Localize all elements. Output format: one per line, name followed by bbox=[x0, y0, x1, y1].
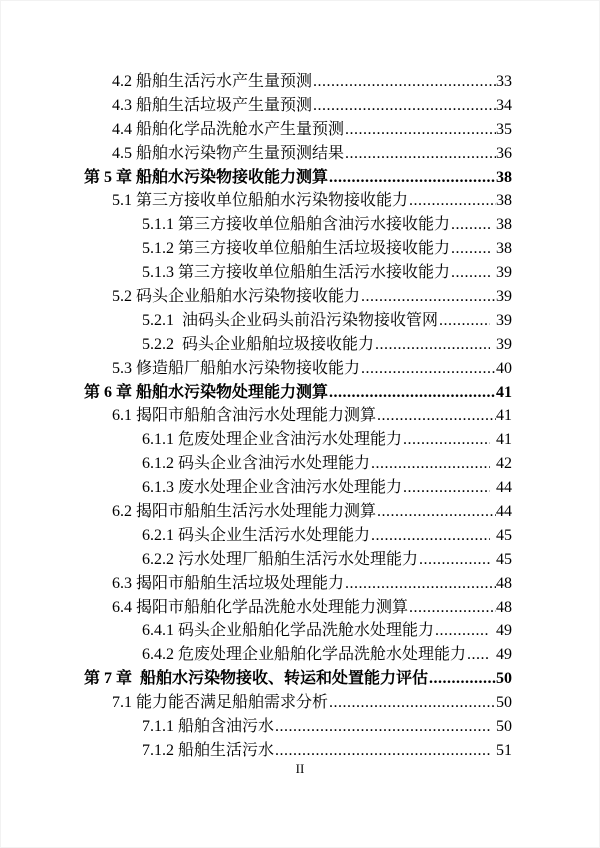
toc-entry-label: 4.3 船舶生活垃圾产生量预测 bbox=[112, 96, 313, 114]
toc-entry-label: 6.1.1 危废处理企业含油污水处理能力 bbox=[142, 431, 403, 449]
dot-leader bbox=[329, 166, 496, 190]
dot-leader bbox=[345, 142, 496, 166]
toc-entry[interactable] bbox=[84, 476, 512, 500]
toc-entry-page: 38 bbox=[496, 192, 512, 210]
dot-leader bbox=[275, 715, 490, 739]
toc-entry[interactable] bbox=[84, 309, 512, 333]
toc-entry-page: 44 bbox=[496, 503, 512, 521]
dot-leader bbox=[377, 404, 496, 428]
toc-entry-label: 4.4 船舶化学品洗舱水产生量预测 bbox=[112, 120, 345, 138]
toc-entry[interactable] bbox=[84, 548, 512, 572]
toc-entry-page: 51 bbox=[496, 741, 512, 759]
toc-entry-label: 5.2 码头企业船舶水污染物接收能力 bbox=[112, 288, 361, 306]
toc-entry-page: 50 bbox=[496, 694, 512, 712]
toc-entry[interactable] bbox=[84, 94, 512, 118]
toc-entry-label: 5.2.2 码头企业船舶垃圾接收能力 bbox=[142, 335, 375, 353]
toc-entry[interactable] bbox=[84, 261, 512, 285]
toc-entry-label: 6.2.2 污水处理厂船舶生活污水处理能力 bbox=[142, 550, 419, 568]
dot-leader bbox=[377, 500, 496, 524]
toc-entry[interactable] bbox=[84, 213, 512, 237]
toc-entry-label: 6.1.2 码头企业含油污水处理能力 bbox=[142, 455, 371, 473]
toc-entry-label: 5.1.3 第三方接收单位船舶生活污水接收能力 bbox=[142, 264, 451, 282]
toc-entry-label: 6.1 揭阳市船舶含油污水处理能力测算 bbox=[112, 407, 377, 425]
toc-entry-page: 39 bbox=[496, 288, 512, 306]
toc-entry[interactable] bbox=[84, 715, 512, 739]
dot-leader bbox=[403, 476, 490, 500]
toc-entry-label: 第 7 章 船舶水污染物接收、转运和处置能力评估 bbox=[84, 670, 429, 688]
toc-entry-label: 6.2.1 码头企业生活污水处理能力 bbox=[142, 526, 371, 544]
dot-leader bbox=[419, 548, 490, 572]
toc-entry-label: 第 6 章 船舶水污染物处理能力测算 bbox=[84, 383, 329, 401]
toc-entry-label: 5.1.1 第三方接收单位船舶含油污水接收能力 bbox=[142, 216, 451, 234]
toc-entry-page: 36 bbox=[496, 144, 512, 162]
dot-leader bbox=[451, 261, 490, 285]
toc-entry-page: 39 bbox=[496, 311, 512, 329]
toc-entry[interactable] bbox=[84, 452, 512, 476]
toc-entry-label: 5.3 修造船厂船舶水污染物接收能力 bbox=[112, 359, 361, 377]
toc-entry[interactable] bbox=[84, 70, 512, 94]
dot-leader bbox=[467, 643, 490, 667]
dot-leader bbox=[361, 357, 496, 381]
toc-entry-label: 5.2.1 油码头企业码头前沿污染物接收管网 bbox=[142, 311, 439, 329]
toc-entry[interactable] bbox=[84, 189, 512, 213]
dot-leader bbox=[439, 309, 490, 333]
toc-entry-label: 7.1.2 船舶生活污水 bbox=[142, 741, 275, 759]
toc-entry-page: 38 bbox=[496, 240, 512, 258]
toc-entry-page: 41 bbox=[496, 383, 512, 401]
toc-entry-page: 44 bbox=[496, 479, 512, 497]
toc-entry-page: 39 bbox=[496, 335, 512, 353]
toc-entry[interactable] bbox=[84, 524, 512, 548]
dot-leader bbox=[451, 237, 490, 261]
dot-leader bbox=[429, 667, 496, 691]
dot-leader bbox=[329, 691, 496, 715]
toc-entry[interactable] bbox=[84, 237, 512, 261]
toc-entry-page: 38 bbox=[496, 216, 512, 234]
toc-entry[interactable] bbox=[84, 691, 512, 715]
toc-entry-page: 38 bbox=[496, 168, 512, 186]
toc-entry-label: 5.1.2 第三方接收单位船舶生活垃圾接收能力 bbox=[142, 240, 451, 258]
toc-entry-page: 35 bbox=[496, 120, 512, 138]
toc-entry[interactable] bbox=[84, 500, 512, 524]
toc-entry[interactable] bbox=[84, 166, 512, 190]
toc-list bbox=[84, 70, 512, 763]
toc-entry-label: 6.1.3 废水处理企业含油污水处理能力 bbox=[142, 479, 403, 497]
toc-entry-page: 41 bbox=[496, 431, 512, 449]
dot-leader bbox=[313, 94, 496, 118]
toc-entry-page: 45 bbox=[496, 526, 512, 544]
toc-entry-label: 第 5 章 船舶水污染物接收能力测算 bbox=[84, 168, 329, 186]
toc-entry[interactable] bbox=[84, 667, 512, 691]
toc-entry[interactable] bbox=[84, 643, 512, 667]
toc-entry-page: 33 bbox=[496, 73, 512, 90]
dot-leader bbox=[409, 189, 496, 213]
dot-leader bbox=[371, 524, 490, 548]
toc-entry[interactable] bbox=[84, 428, 512, 452]
toc-entry[interactable] bbox=[84, 404, 512, 428]
toc-entry-label: 6.4.2 危废处理企业船舶化学品洗舱水处理能力 bbox=[142, 646, 467, 664]
toc-entry[interactable] bbox=[84, 285, 512, 309]
toc-entry-page: 34 bbox=[496, 96, 512, 114]
toc-entry-page: 50 bbox=[496, 670, 512, 688]
dot-leader bbox=[329, 381, 496, 405]
dot-leader bbox=[361, 285, 496, 309]
toc-entry[interactable] bbox=[84, 118, 512, 142]
toc-entry[interactable] bbox=[84, 142, 512, 166]
toc-entry-page: 42 bbox=[496, 455, 512, 473]
toc-entry-label: 4.5 船舶水污染物产生量预测结果 bbox=[112, 144, 345, 162]
dot-leader bbox=[275, 739, 490, 763]
toc-entry-label: 6.2 揭阳市船舶生活污水处理能力测算 bbox=[112, 503, 377, 521]
toc-entry-page: 45 bbox=[496, 550, 512, 568]
dot-leader bbox=[375, 333, 490, 357]
toc-entry-label: 6.4.1 码头企业船舶化学品洗舱水处理能力 bbox=[142, 622, 435, 640]
toc-entry-label: 4.2 船舶生活污水产生量预测 bbox=[112, 73, 313, 90]
toc-entry[interactable] bbox=[84, 572, 512, 596]
dot-leader bbox=[451, 213, 490, 237]
toc-entry-label: 5.1 第三方接收单位船舶水污染物接收能力 bbox=[112, 192, 409, 210]
toc-entry[interactable] bbox=[84, 619, 512, 643]
toc-entry[interactable] bbox=[84, 596, 512, 620]
dot-leader bbox=[403, 428, 490, 452]
toc-entry-page: 48 bbox=[496, 574, 512, 592]
toc-entry-page: 48 bbox=[496, 598, 512, 616]
dot-leader bbox=[371, 452, 490, 476]
dot-leader bbox=[313, 70, 496, 94]
toc-entry-page: 39 bbox=[496, 264, 512, 282]
page-number: II bbox=[295, 761, 305, 776]
toc-entry-label: 7.1.1 船舶含油污水 bbox=[142, 718, 275, 736]
toc-entry-page: 41 bbox=[496, 407, 512, 425]
toc-entry[interactable] bbox=[84, 381, 512, 405]
toc-entry-label: 6.3 揭阳市船舶生活垃圾处理能力 bbox=[112, 574, 345, 592]
toc-entry[interactable] bbox=[84, 739, 512, 763]
toc-entry-page: 49 bbox=[496, 622, 512, 640]
dot-leader bbox=[345, 572, 496, 596]
toc-entry-label: 6.4 揭阳市船舶化学品洗舱水处理能力测算 bbox=[112, 598, 409, 616]
toc-entry-label: 7.1 能力能否满足船舶需求分析 bbox=[112, 694, 329, 712]
toc-entry-page: 49 bbox=[496, 646, 512, 664]
toc-entry[interactable] bbox=[84, 357, 512, 381]
toc-entry-page: 50 bbox=[496, 718, 512, 736]
toc-entry-page: 40 bbox=[496, 359, 512, 377]
dot-leader bbox=[409, 596, 496, 620]
toc-entry[interactable] bbox=[84, 333, 512, 357]
dot-leader bbox=[345, 118, 496, 142]
dot-leader bbox=[435, 619, 490, 643]
